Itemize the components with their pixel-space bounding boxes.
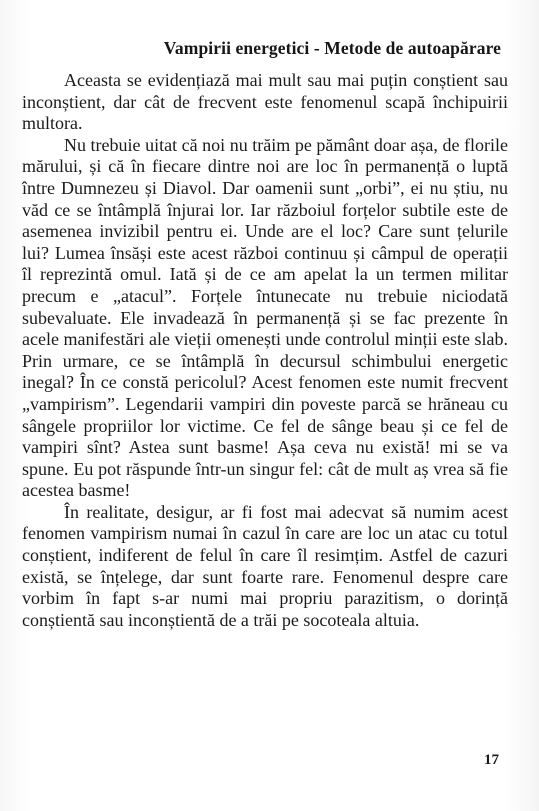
- paragraph-3: În realitate, desigur, ar fi fost mai adecvat să numim acest fenomen vampirism numai în cazul în care are loc un atac cu totul conștient, indiferent de felul în care îl resimțim. Astfel de cazuri există, se înțelege, dar sunt foarte rare. Fenomenul despre care vorbim în fapt s-ar numi mai propriu parazitism, o dorință conștientă sau inconștientă de a trăi pe socoteala altuia.: [22, 501, 508, 630]
- running-header: Vampirii energetici - Metode de autoapărare: [163, 38, 501, 58]
- page-number: 17: [484, 752, 499, 768]
- paragraph-1: Aceasta se evidențiază mai mult sau mai puțin conștient sau inconștient, dar cât de frecvent este fenomenul scapă închipuirii multora.: [22, 70, 508, 134]
- body-text: [22, 70, 508, 631]
- paragraph-2: Nu trebuie uitat că noi nu trăim pe pământ doar așa, de florile mărului, și că în fiecare dintre noi are loc în permanență o luptă între Dumnezeu și Diavol. Dar oamenii sunt „orbi”, ei nu știu, nu văd ce se întâmplă înjurai lor. Iar războiul forțelor subtile este de asemenea invizibil pentru ei. Unde are el loc? Care sunt țelurile lui? Lumea însăși este acest război continuu și câmpul de operații îl reprezintă omul. Iată și de ce am apelat la un termen militar precum e „atacul”. Forțele întunecate nu trebuie niciodată subevaluate. Ele invadează în permanență și se fac prezente în acele manifestări ale vieții omenești unde controlul minții este slab. Prin urmare, ce se întâmplă în decursul schimbului energetic inegal? În ce constă pericolul? Acest fenomen este numit frecvent „vampirism”. Legendarii vampiri din poveste parcă se hrăneau cu sângele propriilor lor victime. Ce fel de sânge beau și ce fel de vampiri sînt? Astea sunt basme! Așa ceva nu există! mi se va spune. Eu pot răspunde într-un singur fel: cât de mult aș vrea să fie acestea basme!: [22, 134, 508, 501]
